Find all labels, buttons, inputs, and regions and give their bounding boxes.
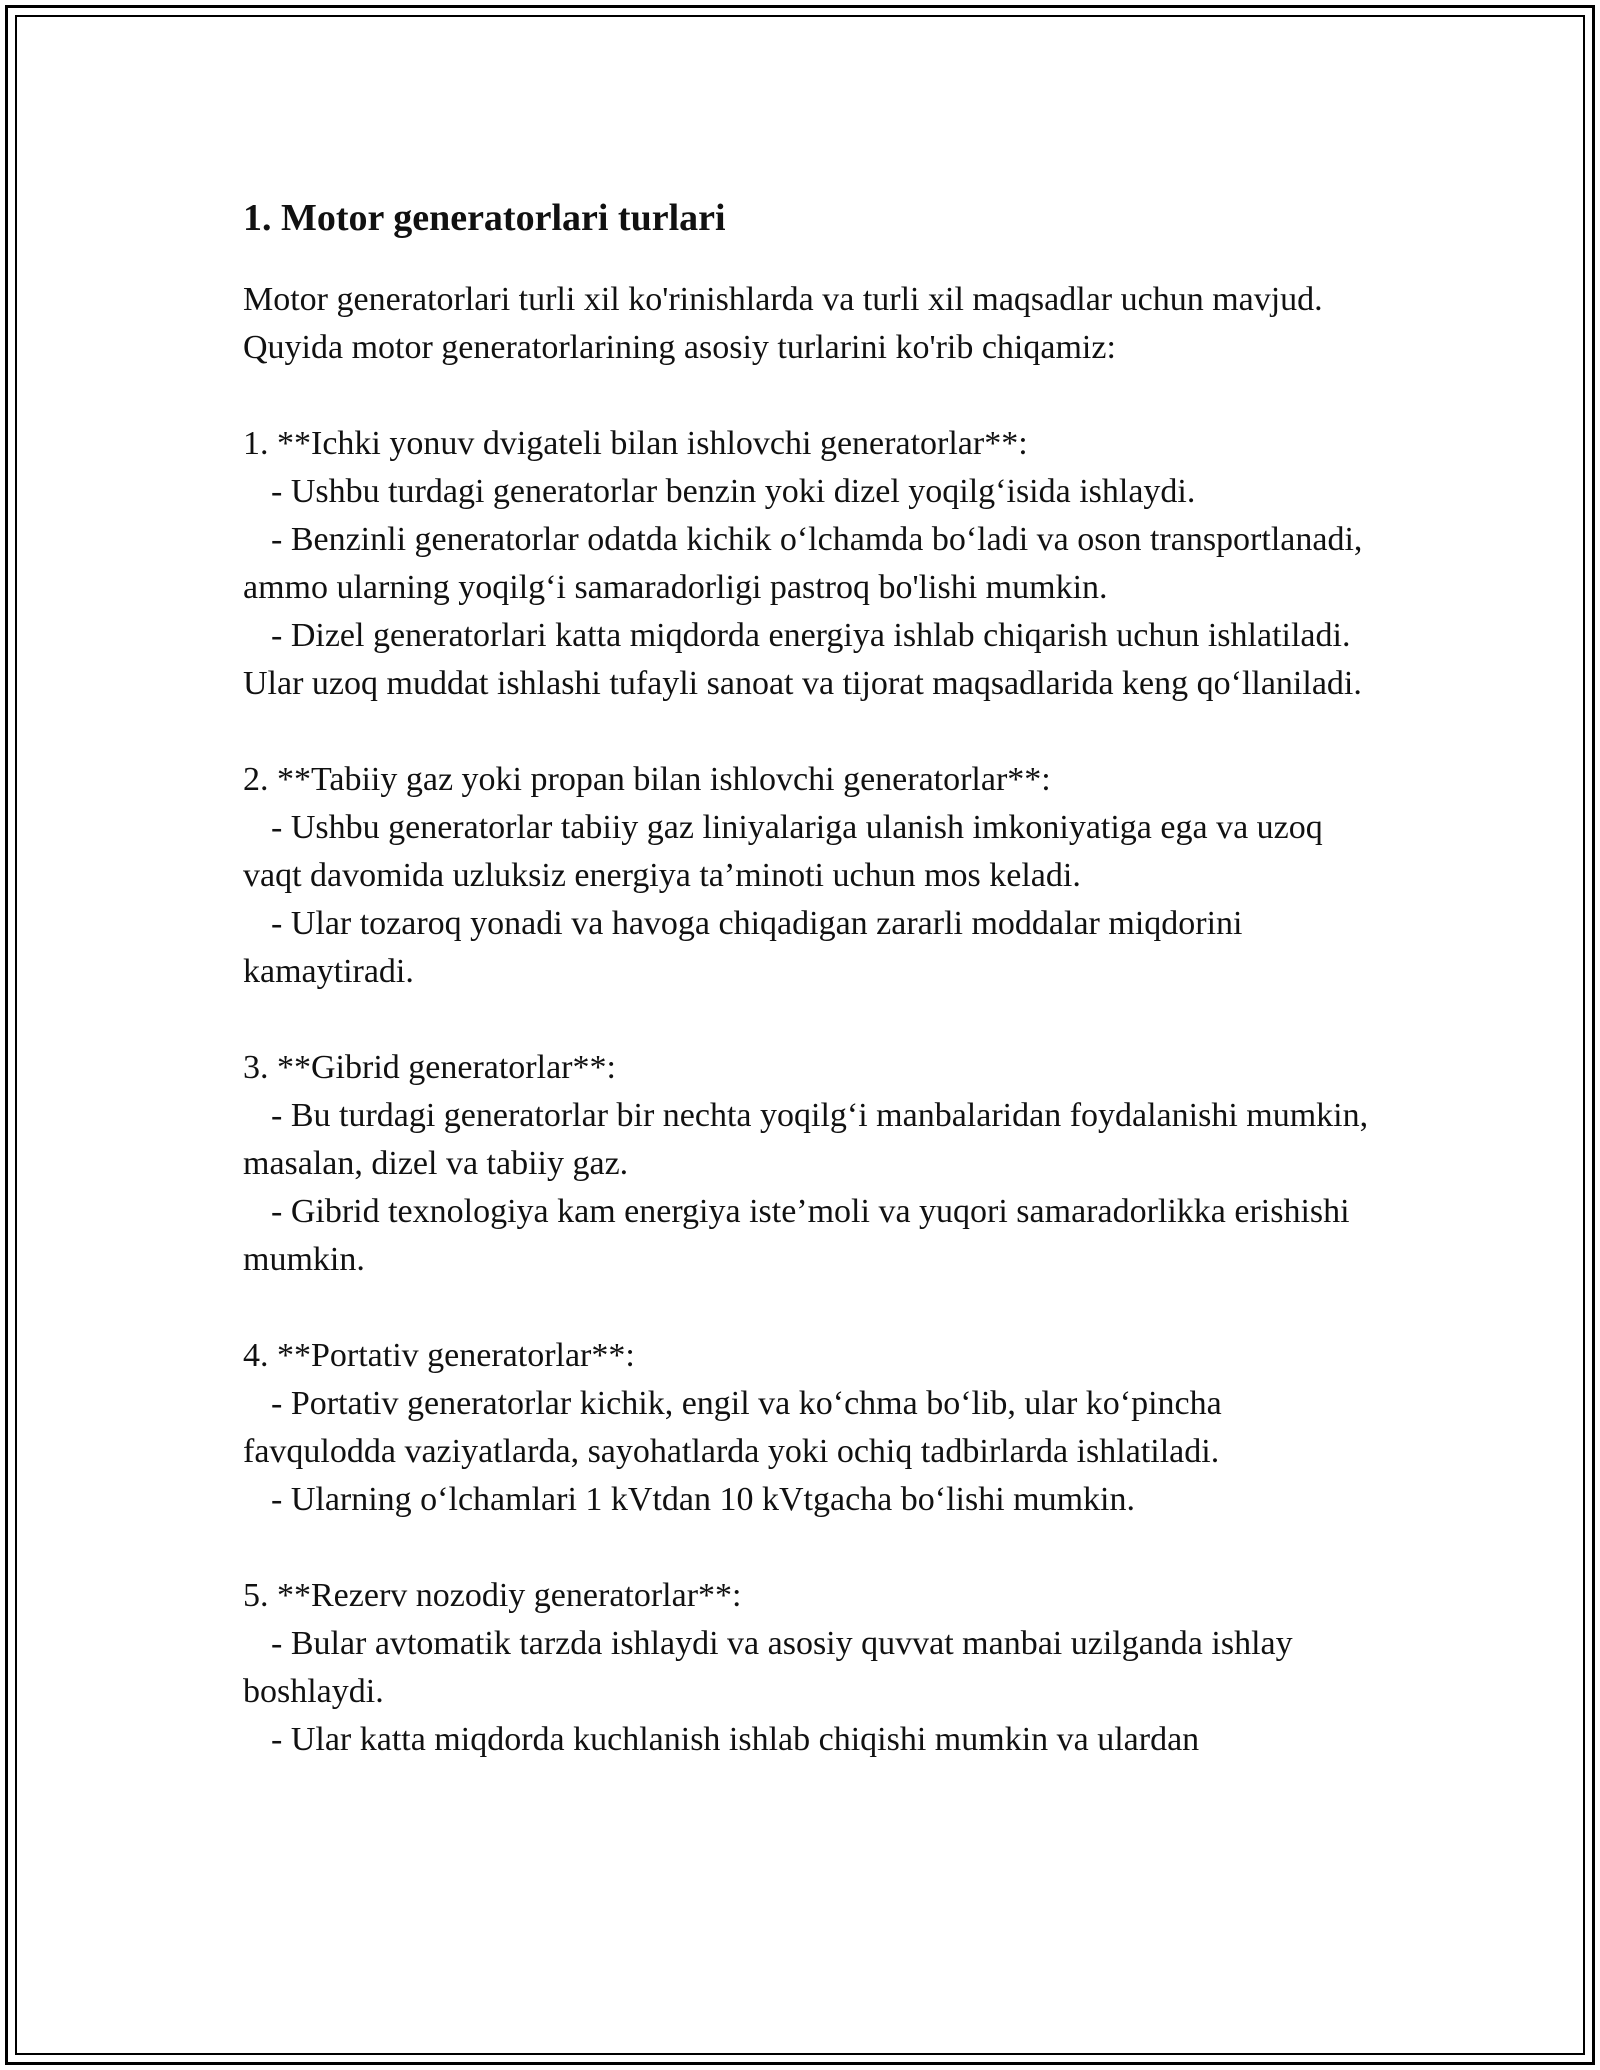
bullet-item: - Portativ generatorlar kichik, engil va ko‘chma bo‘lib, ular ko‘pincha favqulodda vaziyatlarda, sayohatlarda yoki ochiq tadbirlarda ishlatiladi. [243,1384,1222,1470]
section-heading: 2. **Tabiiy gaz yoki propan bilan ishlovchi generatorlar**: [243,760,1051,798]
bullet-item: - Benzinli generatorlar odatda kichik o‘lchamda bo‘ladi va oson transportlanadi, ammo ularning yoqilg‘i samaradorligi pastroq bo'lishi mumkin. [243,520,1363,606]
section-heading: 3. **Gibrid generatorlar**: [243,1048,616,1086]
bullet-item: - Ushbu generatorlar tabiiy gaz liniyalariga ulanish imkoniyatiga ega va uzoq vaqt davomida uzluksiz energiya ta’minoti uchun mos keladi. [243,808,1323,894]
intro-paragraph: Motor generatorlari turli xil ko'rinishlarda va turli xil maqsadlar uchun mavjud. Quyida motor generatorlarining asosiy turlarini ko'rib chiqamiz: [243,280,1323,366]
bullet-item: - Ular katta miqdorda kuchlanish ishlab chiqishi mumkin va ulardan [271,1720,1200,1758]
section-heading: 5. **Rezerv nozodiy generatorlar**: [243,1576,742,1614]
document-page [5,5,1595,2065]
document-content [243,186,1383,1764]
bullet-item: - Bu turdagi generatorlar bir nechta yoqilg‘i manbalaridan foydalanishi mumkin, masalan, dizel va tabiiy gaz. [243,1096,1369,1182]
section-4 [243,1332,1383,1524]
section-heading: 1. **Ichki yonuv dvigateli bilan ishlovchi generatorlar**: [243,424,1028,462]
bullet-item: - Ularning o‘lchamlari 1 kVtdan 10 kVtgacha bo‘lishi mumkin. [271,1480,1135,1518]
section-5 [243,1572,1383,1764]
section-2 [243,756,1383,996]
section-1 [243,420,1383,708]
section-3 [243,1044,1383,1284]
bullet-item: - Dizel generatorlari katta miqdorda energiya ishlab chiqarish uchun ishlatiladi. Ular uzoq muddat ishlashi tufayli sanoat va tijorat maqsadlarida keng qo‘llaniladi. [243,616,1362,702]
bullet-item: - Gibrid texnologiya kam energiya iste’moli va yuqori samaradorlikka erishishi mumkin. [243,1192,1350,1278]
bullet-item: - Ular tozaroq yonadi va havoga chiqadigan zararli moddalar miqdorini kamaytiradi. [243,904,1243,990]
bullet-item: - Bular avtomatik tarzda ishlaydi va asosiy quvvat manbai uzilganda ishlay boshlaydi. [243,1624,1293,1710]
bullet-item: - Ushbu turdagi generatorlar benzin yoki dizel yoqilg‘isida ishlaydi. [271,472,1196,510]
page-title: 1. Motor generatorlari turlari [243,197,726,239]
section-heading: 4. **Portativ generatorlar**: [243,1336,635,1374]
